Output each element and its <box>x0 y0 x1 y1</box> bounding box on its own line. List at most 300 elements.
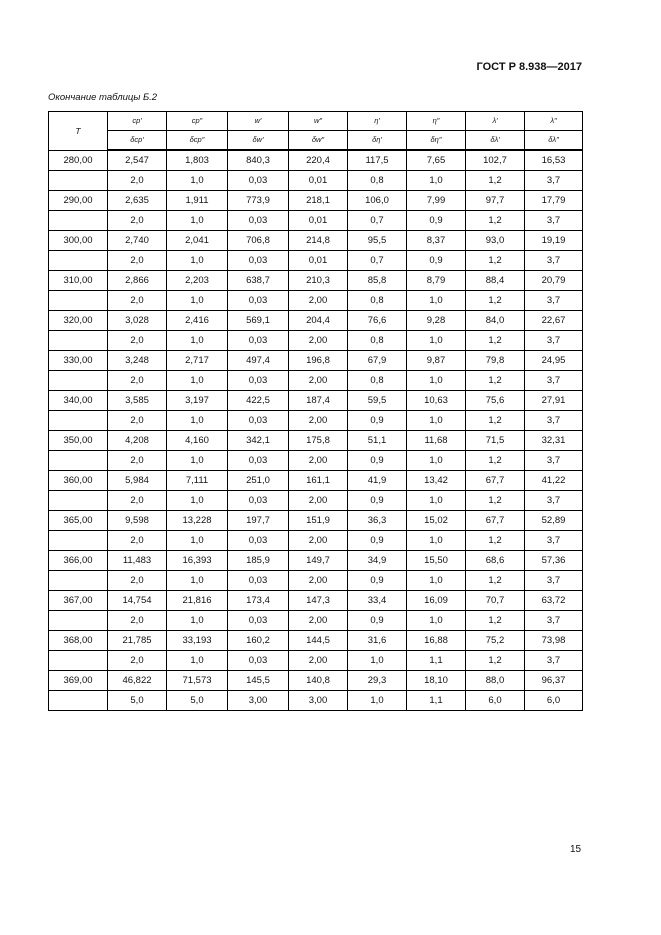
table-cell: 251,0 <box>228 471 289 491</box>
table-cell: 6,0 <box>525 691 583 711</box>
temperature-cell <box>49 491 108 511</box>
table-cell: 57,36 <box>525 551 583 571</box>
table-cell: 0,03 <box>228 331 289 351</box>
table-cell: 1,0 <box>348 651 407 671</box>
table-cell: 2,740 <box>108 231 167 251</box>
uncertainty-row <box>49 291 583 311</box>
table-cell: 3,248 <box>108 351 167 371</box>
table-cell: 0,8 <box>348 371 407 391</box>
temperature-cell: 369,00 <box>49 671 108 691</box>
table-cell: 2,00 <box>289 451 348 471</box>
table-cell: 1,1 <box>407 691 466 711</box>
value-row <box>49 631 583 651</box>
table-cell: 2,0 <box>108 331 167 351</box>
table-cell: 3,7 <box>525 451 583 471</box>
table-cell: 2,0 <box>108 611 167 631</box>
table-cell: 1,1 <box>407 651 466 671</box>
header-row-values <box>49 112 583 131</box>
table-cell: 3,7 <box>525 291 583 311</box>
table-cell: 1,2 <box>466 171 525 191</box>
table-cell: 204,4 <box>289 311 348 331</box>
table-cell: 4,208 <box>108 431 167 451</box>
header-delta-eta-vapor: δη″ <box>407 131 466 151</box>
table-cell: 71,5 <box>466 431 525 451</box>
table-cell: 1,0 <box>167 611 228 631</box>
value-row <box>49 311 583 331</box>
value-row <box>49 191 583 211</box>
header-eta-vapor: η″ <box>407 112 466 131</box>
table-cell: 15,02 <box>407 511 466 531</box>
table-cell: 342,1 <box>228 431 289 451</box>
table-cell: 147,3 <box>289 591 348 611</box>
table-cell: 1,0 <box>348 691 407 711</box>
header-delta-w-liquid: δw′ <box>228 131 289 151</box>
value-row <box>49 351 583 371</box>
table-cell: 2,00 <box>289 611 348 631</box>
table-cell: 1,911 <box>167 191 228 211</box>
header-delta-cp-vapor: δcp″ <box>167 131 228 151</box>
table-cell: 3,7 <box>525 251 583 271</box>
table-cell: 0,03 <box>228 291 289 311</box>
table-cell: 0,03 <box>228 571 289 591</box>
table-cell: 197,7 <box>228 511 289 531</box>
table-cell: 1,803 <box>167 150 228 171</box>
table-cell: 0,03 <box>228 651 289 671</box>
table-cell: 3,7 <box>525 491 583 511</box>
table-cell: 196,8 <box>289 351 348 371</box>
table-cell: 8,79 <box>407 271 466 291</box>
table-cell: 1,0 <box>407 371 466 391</box>
table-cell: 2,0 <box>108 211 167 231</box>
table-cell: 497,4 <box>228 351 289 371</box>
uncertainty-row <box>49 371 583 391</box>
table-cell: 68,6 <box>466 551 525 571</box>
table-cell: 11,68 <box>407 431 466 451</box>
temperature-cell <box>49 571 108 591</box>
table-cell: 1,0 <box>167 251 228 271</box>
uncertainty-row <box>49 411 583 431</box>
header-lambda-liquid: λ′ <box>466 112 525 131</box>
temperature-cell: 350,00 <box>49 431 108 451</box>
table-cell: 0,9 <box>348 411 407 431</box>
table-cell: 51,1 <box>348 431 407 451</box>
table-cell: 1,0 <box>407 291 466 311</box>
uncertainty-row <box>49 171 583 191</box>
table-cell: 706,8 <box>228 231 289 251</box>
table-cell: 1,2 <box>466 331 525 351</box>
table-cell: 2,00 <box>289 571 348 591</box>
table-cell: 0,03 <box>228 171 289 191</box>
table-cell: 2,00 <box>289 651 348 671</box>
table-cell: 1,0 <box>407 611 466 631</box>
temperature-cell: 360,00 <box>49 471 108 491</box>
table-cell: 75,2 <box>466 631 525 651</box>
table-cell: 2,547 <box>108 150 167 171</box>
table-cell: 52,89 <box>525 511 583 531</box>
header-delta-lambda-liquid: δλ′ <box>466 131 525 151</box>
header-delta-w-vapor: δw″ <box>289 131 348 151</box>
temperature-cell: 368,00 <box>49 631 108 651</box>
table-cell: 0,8 <box>348 171 407 191</box>
table-cell: 210,3 <box>289 271 348 291</box>
table-cell: 67,7 <box>466 471 525 491</box>
table-cell: 2,00 <box>289 371 348 391</box>
temperature-cell: 340,00 <box>49 391 108 411</box>
table-cell: 96,37 <box>525 671 583 691</box>
table-cell: 1,0 <box>167 571 228 591</box>
table-cell: 33,4 <box>348 591 407 611</box>
table-cell: 2,0 <box>108 651 167 671</box>
table-cell: 85,8 <box>348 271 407 291</box>
table-cell: 106,0 <box>348 191 407 211</box>
table-cell: 32,31 <box>525 431 583 451</box>
value-row <box>49 591 583 611</box>
temperature-cell: 320,00 <box>49 311 108 331</box>
table-cell: 3,7 <box>525 371 583 391</box>
table-cell: 3,7 <box>525 651 583 671</box>
header-w-liquid: w′ <box>228 112 289 131</box>
table-cell: 76,6 <box>348 311 407 331</box>
temperature-cell <box>49 411 108 431</box>
temperature-cell: 330,00 <box>49 351 108 371</box>
temperature-cell <box>49 611 108 631</box>
uncertainty-row <box>49 251 583 271</box>
table-cell: 18,10 <box>407 671 466 691</box>
temperature-cell: 366,00 <box>49 551 108 571</box>
table-cell: 41,9 <box>348 471 407 491</box>
table-cell: 1,0 <box>407 411 466 431</box>
table-cell: 1,0 <box>407 171 466 191</box>
table-cell: 71,573 <box>167 671 228 691</box>
header-delta-cp-liquid: δcp′ <box>108 131 167 151</box>
table-cell: 7,99 <box>407 191 466 211</box>
value-row <box>49 391 583 411</box>
table-cell: 140,8 <box>289 671 348 691</box>
table-cell: 70,7 <box>466 591 525 611</box>
table-cell: 840,3 <box>228 150 289 171</box>
table-cell: 2,041 <box>167 231 228 251</box>
uncertainty-row <box>49 691 583 711</box>
table-cell: 3,7 <box>525 611 583 631</box>
table-cell: 59,5 <box>348 391 407 411</box>
table-cell: 145,5 <box>228 671 289 691</box>
table-cell: 102,7 <box>466 150 525 171</box>
table-cell: 97,7 <box>466 191 525 211</box>
table-cell: 0,7 <box>348 251 407 271</box>
table-cell: 13,42 <box>407 471 466 491</box>
table-cell: 93,0 <box>466 231 525 251</box>
value-row <box>49 671 583 691</box>
table-cell: 0,01 <box>289 251 348 271</box>
value-row <box>49 431 583 451</box>
table-cell: 3,028 <box>108 311 167 331</box>
table-cell: 0,9 <box>407 211 466 231</box>
data-table <box>48 111 583 711</box>
table-cell: 1,2 <box>466 251 525 271</box>
table-cell: 3,7 <box>525 571 583 591</box>
table-cell: 0,9 <box>348 531 407 551</box>
table-cell: 0,8 <box>348 291 407 311</box>
header-eta-liquid: η′ <box>348 112 407 131</box>
table-cell: 0,8 <box>348 331 407 351</box>
table-cell: 0,03 <box>228 531 289 551</box>
table-cell: 1,2 <box>466 371 525 391</box>
table-cell: 187,4 <box>289 391 348 411</box>
table-cell: 2,717 <box>167 351 228 371</box>
table-cell: 3,7 <box>525 211 583 231</box>
table-cell: 31,6 <box>348 631 407 651</box>
table-cell: 0,03 <box>228 411 289 431</box>
table-cell: 0,9 <box>348 451 407 471</box>
table-cell: 218,1 <box>289 191 348 211</box>
table-cell: 9,28 <box>407 311 466 331</box>
table-cell: 9,598 <box>108 511 167 531</box>
header-delta-lambda-vapor: δλ″ <box>525 131 583 151</box>
temperature-cell: 300,00 <box>49 231 108 251</box>
table-cell: 36,3 <box>348 511 407 531</box>
table-cell: 0,01 <box>289 211 348 231</box>
header-lambda-vapor: λ″ <box>525 112 583 131</box>
table-cell: 8,37 <box>407 231 466 251</box>
table-cell: 1,0 <box>167 171 228 191</box>
temperature-cell: 365,00 <box>49 511 108 531</box>
table-cell: 2,0 <box>108 571 167 591</box>
table-cell: 151,9 <box>289 511 348 531</box>
table-cell: 21,785 <box>108 631 167 651</box>
table-cell: 29,3 <box>348 671 407 691</box>
uncertainty-row <box>49 331 583 351</box>
table-cell: 0,03 <box>228 371 289 391</box>
table-cell: 1,0 <box>167 371 228 391</box>
table-cell: 13,228 <box>167 511 228 531</box>
table-cell: 2,0 <box>108 171 167 191</box>
value-row <box>49 551 583 571</box>
table-body <box>49 150 583 711</box>
table-cell: 0,9 <box>407 251 466 271</box>
table-cell: 569,1 <box>228 311 289 331</box>
temperature-cell: 280,00 <box>49 150 108 171</box>
table-cell: 73,98 <box>525 631 583 651</box>
table-cell: 1,2 <box>466 491 525 511</box>
table-cell: 17,79 <box>525 191 583 211</box>
table-cell: 185,9 <box>228 551 289 571</box>
table-cell: 33,193 <box>167 631 228 651</box>
temperature-cell <box>49 211 108 231</box>
table-cell: 10,63 <box>407 391 466 411</box>
table-cell: 773,9 <box>228 191 289 211</box>
table-cell: 1,0 <box>407 531 466 551</box>
table-cell: 5,0 <box>108 691 167 711</box>
table-cell: 22,67 <box>525 311 583 331</box>
table-cell: 67,9 <box>348 351 407 371</box>
uncertainty-row <box>49 571 583 591</box>
table-cell: 16,09 <box>407 591 466 611</box>
table-cell: 2,00 <box>289 491 348 511</box>
table-cell: 1,0 <box>167 211 228 231</box>
temperature-cell: 367,00 <box>49 591 108 611</box>
table-cell: 46,822 <box>108 671 167 691</box>
table-cell: 2,0 <box>108 291 167 311</box>
table-cell: 422,5 <box>228 391 289 411</box>
table-cell: 5,0 <box>167 691 228 711</box>
table-cell: 2,0 <box>108 251 167 271</box>
table-cell: 14,754 <box>108 591 167 611</box>
table-cell: 88,4 <box>466 271 525 291</box>
temperature-cell <box>49 371 108 391</box>
table-cell: 1,0 <box>167 531 228 551</box>
page-number: 15 <box>570 844 582 855</box>
table-cell: 24,95 <box>525 351 583 371</box>
table-cell: 3,585 <box>108 391 167 411</box>
temperature-cell <box>49 691 108 711</box>
table-cell: 2,0 <box>108 451 167 471</box>
header-cp-liquid: cp′ <box>108 112 167 131</box>
table-cell: 0,03 <box>228 451 289 471</box>
table-cell: 638,7 <box>228 271 289 291</box>
table-cell: 1,2 <box>466 451 525 471</box>
table-cell: 41,22 <box>525 471 583 491</box>
table-cell: 21,816 <box>167 591 228 611</box>
table-cell: 3,7 <box>525 171 583 191</box>
value-row <box>49 271 583 291</box>
table-cell: 79,8 <box>466 351 525 371</box>
table-cell: 9,87 <box>407 351 466 371</box>
uncertainty-row <box>49 491 583 511</box>
table-cell: 2,00 <box>289 531 348 551</box>
header-w-vapor: w″ <box>289 112 348 131</box>
table-cell: 3,00 <box>228 691 289 711</box>
table-cell: 3,7 <box>525 411 583 431</box>
header-delta-eta-liquid: δη′ <box>348 131 407 151</box>
table-cell: 175,8 <box>289 431 348 451</box>
table-cell: 1,0 <box>167 491 228 511</box>
table-cell: 149,7 <box>289 551 348 571</box>
table-cell: 160,2 <box>228 631 289 651</box>
table-cell: 3,197 <box>167 391 228 411</box>
table-cell: 20,79 <box>525 271 583 291</box>
temperature-cell <box>49 291 108 311</box>
table-cell: 2,0 <box>108 411 167 431</box>
table-cell: 16,88 <box>407 631 466 651</box>
table-cell: 1,0 <box>407 451 466 471</box>
table-cell: 2,0 <box>108 491 167 511</box>
table-cell: 67,7 <box>466 511 525 531</box>
table-cell: 1,2 <box>466 411 525 431</box>
table-cell: 0,9 <box>348 611 407 631</box>
table-cell: 27,91 <box>525 391 583 411</box>
table-cell: 16,393 <box>167 551 228 571</box>
uncertainty-row <box>49 451 583 471</box>
table-cell: 75,6 <box>466 391 525 411</box>
temperature-cell <box>49 171 108 191</box>
table-cell: 3,00 <box>289 691 348 711</box>
table-cell: 7,65 <box>407 150 466 171</box>
table-cell: 1,0 <box>167 651 228 671</box>
table-cell: 2,203 <box>167 271 228 291</box>
value-row <box>49 231 583 251</box>
temperature-header: T <box>49 112 108 151</box>
table-cell: 2,00 <box>289 291 348 311</box>
table-cell: 15,50 <box>407 551 466 571</box>
table-cell: 161,1 <box>289 471 348 491</box>
table-cell: 1,2 <box>466 611 525 631</box>
table-cell: 95,5 <box>348 231 407 251</box>
table-cell: 214,8 <box>289 231 348 251</box>
table-cell: 19,19 <box>525 231 583 251</box>
table-cell: 63,72 <box>525 591 583 611</box>
table-cell: 84,0 <box>466 311 525 331</box>
uncertainty-row <box>49 211 583 231</box>
table-cell: 3,7 <box>525 531 583 551</box>
table-cell: 0,7 <box>348 211 407 231</box>
temperature-cell <box>49 531 108 551</box>
table-cell: 0,03 <box>228 491 289 511</box>
table-cell: 88,0 <box>466 671 525 691</box>
header-row-uncertainties <box>49 131 583 151</box>
table-cell: 2,00 <box>289 331 348 351</box>
table-cell: 1,2 <box>466 211 525 231</box>
temperature-cell <box>49 251 108 271</box>
table-cell: 16,53 <box>525 150 583 171</box>
table-cell: 2,866 <box>108 271 167 291</box>
value-row <box>49 511 583 531</box>
table-cell: 1,0 <box>407 571 466 591</box>
table-cell: 2,00 <box>289 411 348 431</box>
table-cell: 1,2 <box>466 291 525 311</box>
temperature-cell <box>49 331 108 351</box>
table-caption: Окончание таблицы Б.2 <box>48 92 158 103</box>
table-cell: 0,9 <box>348 491 407 511</box>
value-row <box>49 150 583 171</box>
table-cell: 1,2 <box>466 571 525 591</box>
table-cell: 220,4 <box>289 150 348 171</box>
table-cell: 7,111 <box>167 471 228 491</box>
header-cp-vapor: cp″ <box>167 112 228 131</box>
table-cell: 1,0 <box>167 451 228 471</box>
table-cell: 144,5 <box>289 631 348 651</box>
table-cell: 1,0 <box>167 411 228 431</box>
table-cell: 173,4 <box>228 591 289 611</box>
table-cell: 117,5 <box>348 150 407 171</box>
temperature-cell <box>49 451 108 471</box>
temperature-cell: 290,00 <box>49 191 108 211</box>
table-cell: 0,01 <box>289 171 348 191</box>
table-cell: 1,0 <box>407 331 466 351</box>
table-cell: 0,03 <box>228 211 289 231</box>
table-cell: 11,483 <box>108 551 167 571</box>
table-cell: 2,0 <box>108 531 167 551</box>
table-cell: 34,9 <box>348 551 407 571</box>
temperature-cell <box>49 651 108 671</box>
table-cell: 0,03 <box>228 251 289 271</box>
uncertainty-row <box>49 611 583 631</box>
document-designation: ГОСТ Р 8.938—2017 <box>476 61 582 73</box>
uncertainty-row <box>49 651 583 671</box>
table-cell: 6,0 <box>466 691 525 711</box>
table-cell: 2,0 <box>108 371 167 391</box>
table-cell: 4,160 <box>167 431 228 451</box>
uncertainty-row <box>49 531 583 551</box>
table-cell: 1,2 <box>466 531 525 551</box>
table-cell: 2,635 <box>108 191 167 211</box>
table-cell: 1,2 <box>466 651 525 671</box>
table-cell: 2,416 <box>167 311 228 331</box>
table-cell: 5,984 <box>108 471 167 491</box>
temperature-cell: 310,00 <box>49 271 108 291</box>
table-cell: 3,7 <box>525 331 583 351</box>
table-cell: 1,0 <box>407 491 466 511</box>
table-cell: 1,0 <box>167 331 228 351</box>
